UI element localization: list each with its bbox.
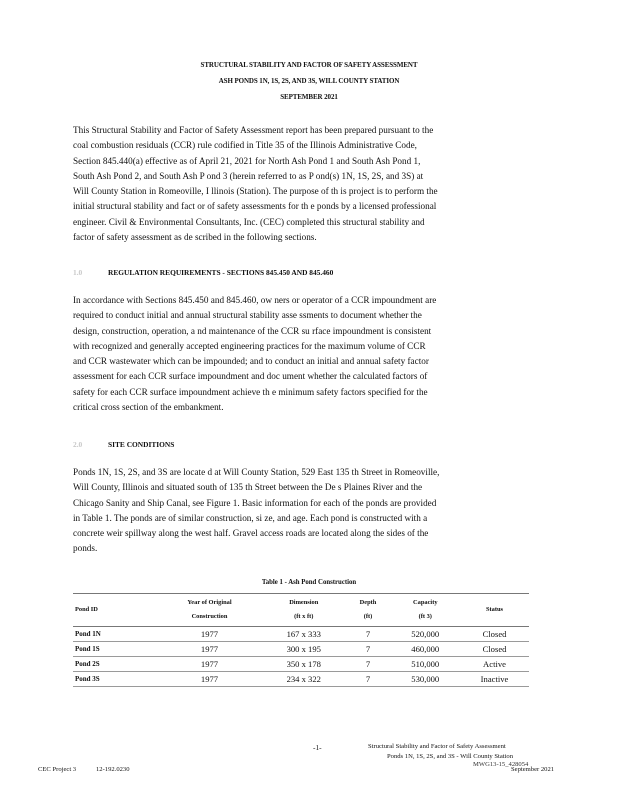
col-dimension [262,594,345,627]
intro-line: South Ash Pond 2, and South Ash P ond 3 (herein referred to as P ond(s) 1N, 1S, 2S, and 3S) at [73,170,424,181]
cell-status: Active [460,657,529,672]
section-number: 2.0 [73,440,83,449]
table-row [73,672,529,687]
col-dimension-label-a: Dimension [289,599,319,606]
col-depth-label-b: (ft) [363,613,373,620]
table-header-row [73,594,529,627]
cell-pond-id: Pond 3S [73,672,157,687]
regulation-line: and CCR wastewater which can be impounded; and to conduct an initial and annual safety factor [73,356,429,367]
intro-line: initial structural stability and fact or of safety assessments for th e ponds by a licensed professional [73,201,437,212]
site-line: in Table 1. The ponds are of similar construction, si ze, and age. Each pond is constructed with a [73,512,428,523]
cell-capacity: 530,000 [391,672,460,687]
cell-status: Closed [460,642,529,657]
report-subtitle: ASH PONDS 1N, 1S, 2S, AND 3S, WILL COUNTY STATION [218,76,400,85]
regulation-line: design, construction, operation, a nd maintenance of the CCR su rface impoundment is consistent [73,325,432,336]
section-heading-regulation [73,268,333,277]
cell-dimension: 234 x 322 [262,672,345,687]
col-year-label-b: Construction [191,613,228,620]
cell-dimension: 300 x 195 [262,642,345,657]
table-caption: Table 1 - Ash Pond Construction [261,579,357,586]
col-year [157,594,262,627]
cell-year: 1977 [157,627,262,642]
section-title: SITE CONDITIONS [108,440,175,449]
site-line: concrete weir spillway along the west half. Gravel access roads are located along the sides of the [73,528,429,539]
cell-depth: 7 [346,642,391,657]
section-number: 1.0 [73,268,83,277]
col-capacity [391,594,460,627]
cell-pond-id: Pond 1S [73,642,157,657]
cell-capacity: 460,000 [391,642,460,657]
table-row [73,627,529,642]
regulation-line: with recognized and generally accepted engineering practices for the maximum volume of CCR [73,340,426,351]
table-row [73,657,529,672]
col-capacity-label-b: (ft 3) [418,613,432,620]
cell-capacity: 520,000 [391,627,460,642]
cell-pond-id: Pond 1N [73,627,157,642]
table-row [73,642,529,657]
col-status-label: Status [485,606,504,613]
col-depth [346,594,391,627]
regulation-line: safety for each CCR surface impoundment achieve th e minimum safety factors specified for the [73,386,428,397]
site-line: Chicago Sanity and Ship Canal, see Figure 1. Basic information for each of the ponds are provided [73,497,437,508]
intro-line: coal combustion residuals (CCR) rule codified in Title 35 of the Illinois Administrative Code, [73,140,417,151]
cell-year: 1977 [157,657,262,672]
regulation-line: assessment for each CCR surface impoundment and doc ument whether the calculated factors of [73,371,428,382]
cell-capacity: 510,000 [391,657,460,672]
report-date: SEPTEMBER 2021 [280,92,338,101]
cell-status: Closed [460,627,529,642]
cell-pond-id: Pond 2S [73,657,157,672]
site-line: ponds. [73,543,98,554]
col-dimension-label-b: (ft x ft) [294,613,314,620]
regulation-line: required to conduct initial and annual structural stability asse ssments to document whether the [73,310,422,321]
cell-depth: 7 [346,627,391,642]
col-pond-id-label: Pond ID [75,606,98,613]
cell-year: 1977 [157,672,262,687]
footer-project-label: CEC Project 3 [38,766,77,773]
col-depth-label-a: Depth [359,599,377,606]
site-line: Will County, Illinois and situated south of 135 th Street between the De s Plaines River and the [73,482,423,493]
regulation-line: In accordance with Sections 845.450 and 845.460, ow ners or operator of a CCR impoundment are [73,295,437,305]
cell-depth: 7 [346,657,391,672]
footer-report-subtitle: Ponds 1N, 1S, 2S, and 3S - Will County Station [387,753,514,760]
intro-line: Section 845.440(a) effective as of April 21, 2021 for North Ash Pond 1 and South Ash Pond 1, [73,155,421,166]
footer-date: September 2021 [511,766,555,773]
col-status [460,594,529,627]
regulation-line: critical cross section of the embankment. [73,402,224,413]
regulation-paragraph [73,293,528,415]
footer-project-number: 12-192.0230 [96,766,130,773]
document-code: MWG13-15_428054 [473,761,529,768]
report-title: STRUCTURAL STABILITY AND FACTOR OF SAFETY ASSESSMENT [200,60,418,69]
section-heading-site-conditions [73,440,174,449]
section-title: REGULATION REQUIREMENTS - SECTIONS 845.450 AND 845.460 [108,268,334,277]
intro-line: factor of safety assessment as de scribed in the following sections. [73,232,317,243]
site-conditions-paragraph [73,465,528,557]
intro-paragraph [73,123,528,245]
intro-line: This Structural Stability and Factor of Safety Assessment report has been prepared pursuant to the [73,125,434,135]
col-capacity-label-a: Capacity [413,599,438,606]
ash-pond-table [73,593,529,687]
cell-year: 1977 [157,642,262,657]
footer-report-title: Structural Stability and Factor of Safety Assessment [368,743,506,750]
cell-status: Inactive [460,672,529,687]
cell-dimension: 350 x 178 [262,657,345,672]
page-number: -1- [313,743,322,752]
col-pond-id [73,594,157,627]
col-year-label-a: Year of Original [187,599,232,606]
intro-line: Will County Station in Romeoville, I llinois (Station). The purpose of th is project is to perform the [73,186,438,197]
site-line: Ponds 1N, 1S, 2S, and 3S are locate d at Will County Station, 529 East 135 th Street in Romeoville, [73,467,440,477]
intro-line: engineer. Civil & Environmental Consultants, Inc. (CEC) completed this structural stability and [73,216,425,227]
cell-dimension: 167 x 333 [262,627,345,642]
cell-depth: 7 [346,672,391,687]
